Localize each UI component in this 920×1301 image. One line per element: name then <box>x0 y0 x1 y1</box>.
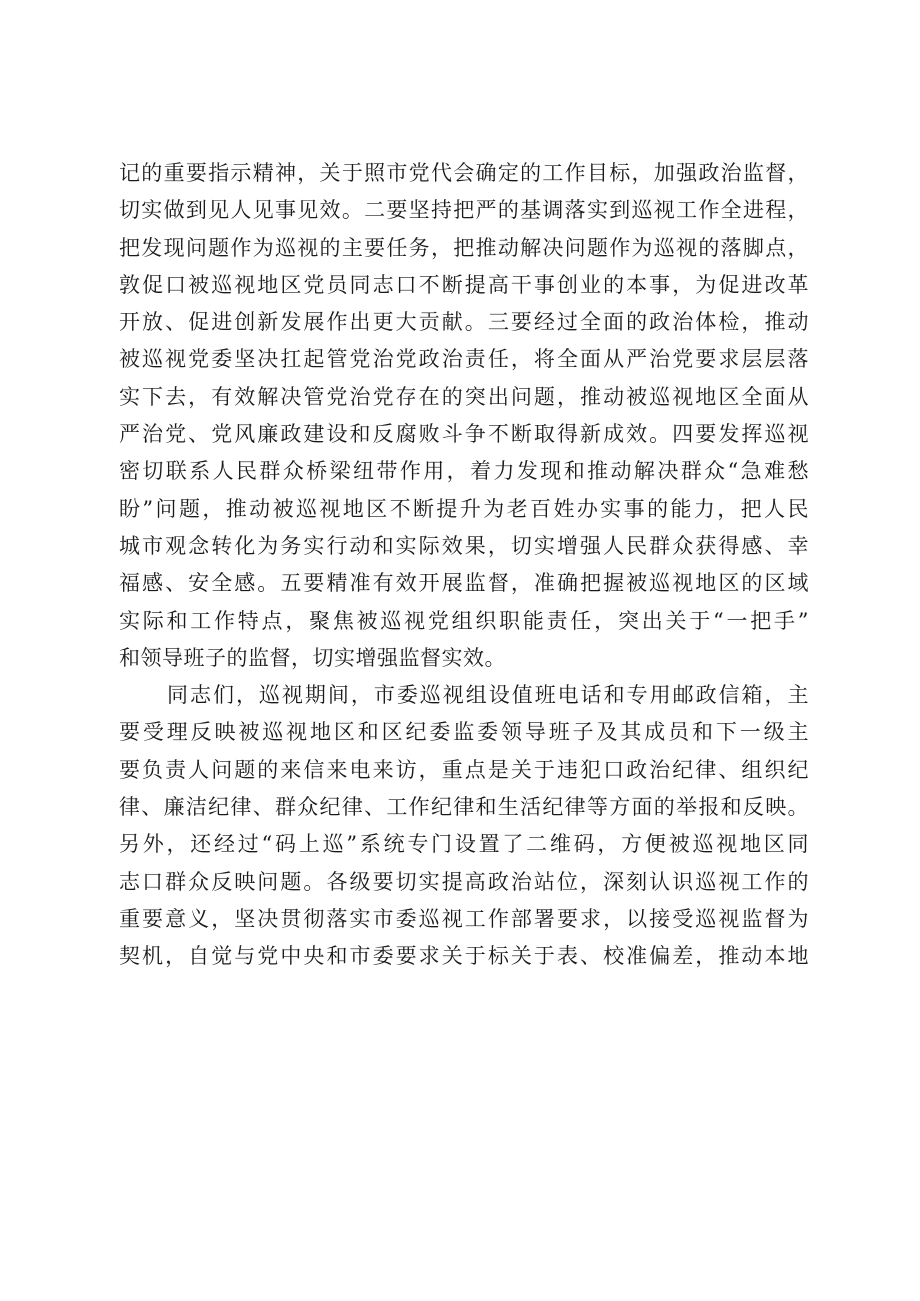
text-line: 记的重要指示精神，关于照市党代会确定的工作目标，加强政治监督， <box>119 161 809 185</box>
text-line: 被巡视党委坚决扛起管党治党政治责任，将全面从严治党要求层层落 <box>119 347 809 372</box>
text-line: 严治党、党风廉政建设和反腐败斗争不断取得新成效。四要发挥巡视 <box>119 422 809 447</box>
paragraph-first-line: 同志们，巡视期间，市委巡视组设值班电话和专用邮政信箱，主 <box>167 683 809 708</box>
text-line: 另外，还经过“码上巡”系统专门设置了二维码，方便被巡视地区同 <box>119 832 809 857</box>
text-line: 盼”问题，推动被巡视地区不断提升为老百姓办实事的能力，把人民 <box>119 496 809 521</box>
text-line: 城市观念转化为务实行动和实际效果，切实增强人民群众获得感、幸 <box>119 533 809 558</box>
text-line: 开放、促进创新发展作出更大贡献。三要经过全面的政治体检，推动 <box>119 310 809 335</box>
text-line: 福感、安全感。五要精准有效开展监督，准确把握被巡视地区的区域 <box>119 571 809 596</box>
text-line: 重要意义，坚决贯彻落实市委巡视工作部署要求，以接受巡视监督为 <box>119 906 809 931</box>
text-line: 要负责人问题的来信来电来访，重点是关于违犯口政治纪律、组织纪 <box>119 757 809 782</box>
body-text <box>119 155 809 976</box>
text-line: 把发现问题作为巡视的主要任务，把推动解决问题作为巡视的落脚点， <box>119 235 809 260</box>
text-line: 实际和工作特点，聚焦被巡视党组织职能责任，突出关于“一把手” <box>119 608 809 633</box>
text-line: 切实做到见人见事见效。二要坚持把严的基调落实到巡视工作全进程， <box>119 198 809 223</box>
text-line: 和领导班子的监督，切实增强监督实效。 <box>119 645 506 670</box>
text-line: 要受理反映被巡视地区和区纪委监委领导班子及其成员和下一级主 <box>119 720 809 745</box>
text-line: 实下去，有效解决管党治党存在的突出问题，推动被巡视地区全面从 <box>119 384 809 409</box>
text-line: 敦促口被巡视地区党员同志口不断提高干事创业的本事，为促进改革 <box>119 272 809 297</box>
text-line: 契机，自觉与党中央和市委要求关于标关于表、校准偏差，推动本地 <box>119 944 809 969</box>
text-line: 密切联系人民群众桥梁纽带作用，着力发现和推动解决群众“急难愁 <box>119 459 809 484</box>
text-line: 律、廉洁纪律、群众纪律、工作纪律和生活纪律等方面的举报和反映。 <box>119 795 809 820</box>
text-line: 志口群众反映问题。各级要切实提高政治站位，深刻认识巡视工作的 <box>119 869 809 894</box>
